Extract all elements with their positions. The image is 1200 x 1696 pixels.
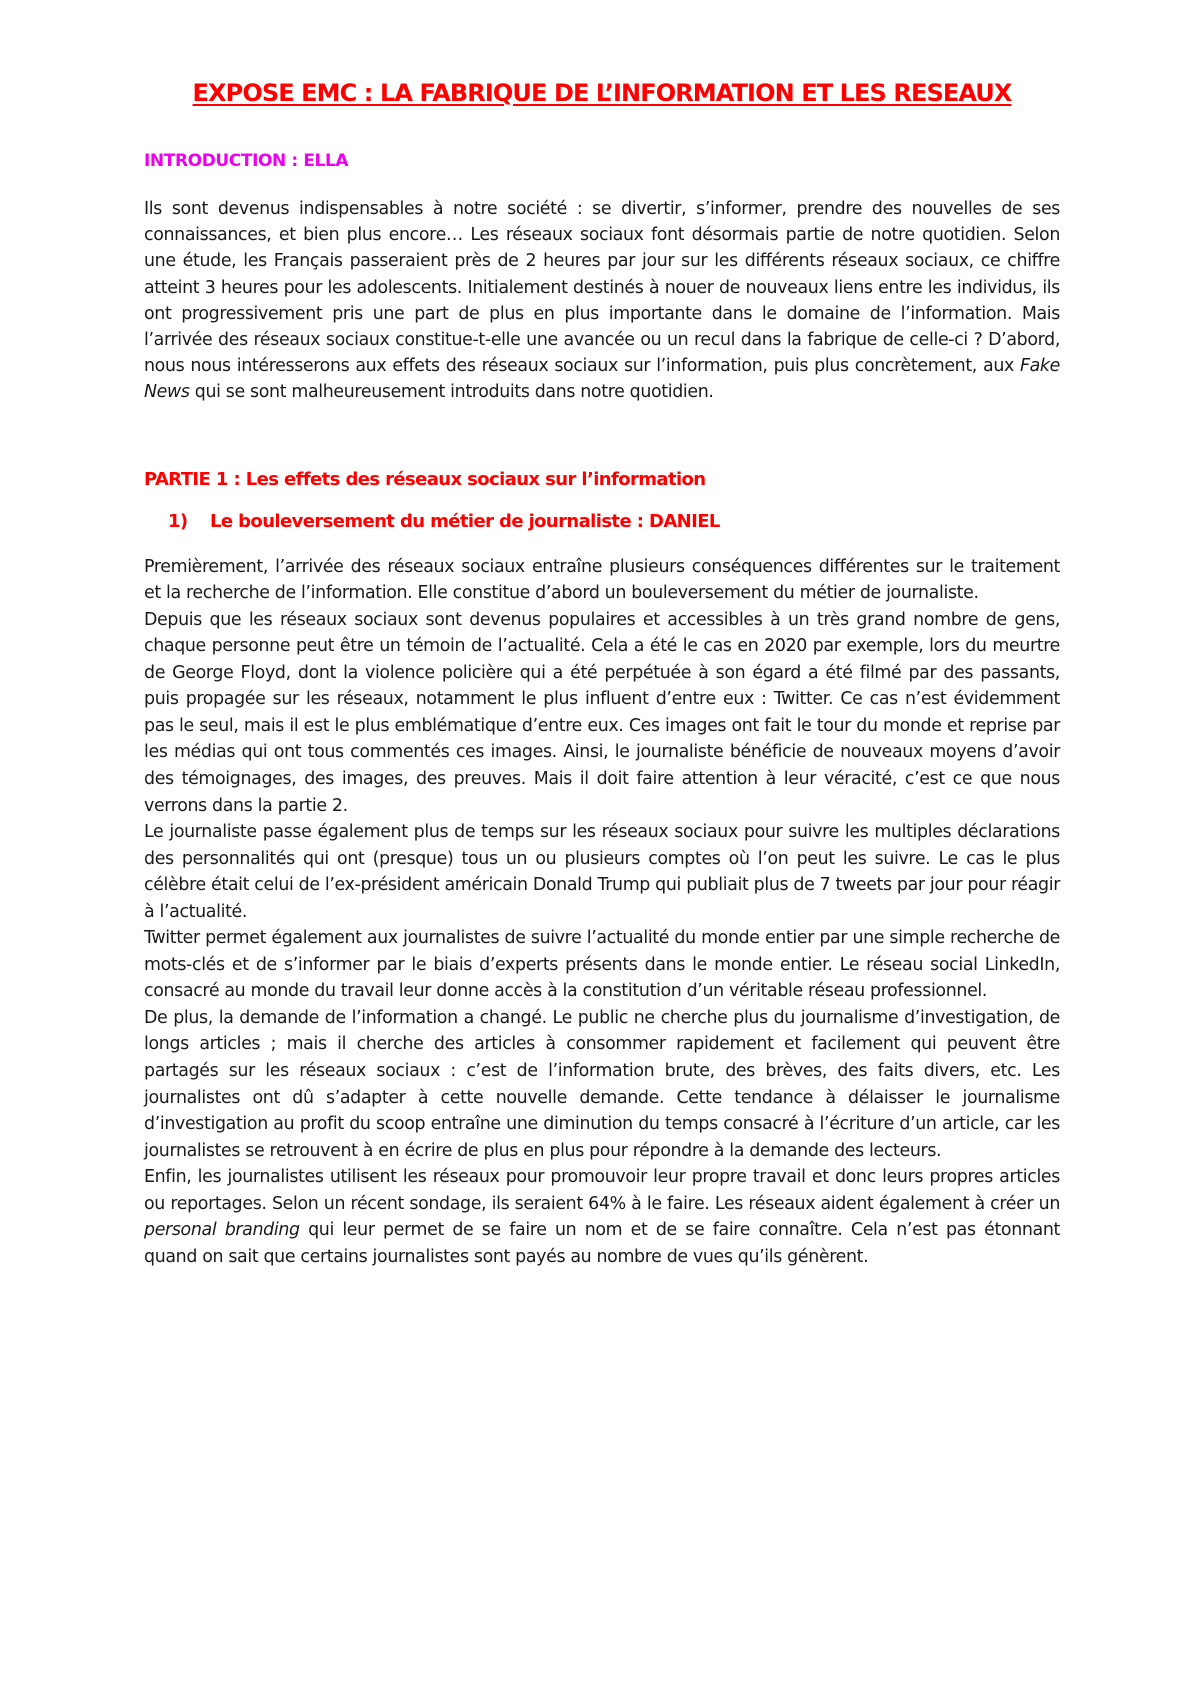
introduction-section [144,150,1060,406]
introduction-paragraph [144,196,1060,406]
last-paragraph-end: qui leur permet de se faire un nom et de se faire connaître. Cela n’est pas étonnant quand on sait que certains journalistes sont payés au nombre de vues qu’ils génèrent. [144,1220,1060,1267]
paragraph-last [144,1164,1060,1270]
paragraph: Depuis que les réseaux sociaux sont devenus populaires et accessibles à un très grand nombre de gens, chaque personne peut être un témoin de l’actualité. Cela a été le cas en 2020 par exemple, lors du meurtre de George Floyd, dont la violence policière qui a été perpétuée à son égard a été filmé par des passants, puis propagée sur les réseaux, notamment le plus influent d’entre eux : Twitter. Ce cas n’est évidemment pas le seul, mais il est le plus emblématique d’entre eux. Ces images ont fait le tour du monde et reprise par les médias qui ont tous commentés ces images. Ainsi, le journaliste bénéficie de nouveaux moyens d’avoir des témoignages, des images, des preuves. Mais il doit faire attention à leur véracité, c’est ce que nous verrons dans la partie 2. [144,609,1060,816]
introduction-text-start: Ils sont devenus indispensables à notre société : se divertir, s’informer, prendre des nouvelles de ses connaissances, et bien plus encore… Les réseaux sociaux font désormais partie de notre quotidien. Selon une étude, les Français passeraient près de 2 heures par jour sur les différents réseaux sociaux, ce chiffre atteint 3 heures pour les adolescents. Initialement destinés à nouer de nouveaux liens entre les individus, ils ont progressivement pris une part de plus en plus importante dans le domaine de l’information. Mais l’arrivée des réseaux sociaux constitue-t-elle une avancée ou un recul dans la fabrique de celle-ci ? D’abord, nous nous intéresserons aux effets des réseaux sociaux sur l’information, puis plus concrètement, aux [144,199,1060,377]
document-title: EXPOSE EMC : LA FABRIQUE DE L’INFORMATION ET LES RESEAUX [192,79,1012,107]
subsection-title: Le bouleversement du métier de journaliste : DANIEL [210,510,720,532]
subsection-1-heading [144,510,1060,534]
subsection-number: 1) [168,510,188,532]
introduction-heading: INTRODUCTION : ELLA [144,151,349,171]
part-1-heading: PARTIE 1 : Les effets des réseaux sociaux sur l’information [144,468,706,490]
introduction-italic-term: Fake News [144,356,1060,403]
part-1-section [144,468,1060,1271]
last-paragraph-start: Enfin, les journalistes utilisent les réseaux pour promouvoir leur propre travail et donc leurs propres articles ou reportages. Selon un récent sondage, ils seraient 64% à le faire. Les réseaux aident également à créer un [144,1167,1060,1214]
paragraph: De plus, la demande de l’information a changé. Le public ne cherche plus du journalisme d’investigation, de longs articles ; mais il cherche des articles à consommer rapidement et facilement qui peuvent être partagés sur les réseaux sociaux : c’est de l’information brute, des brèves, des faits divers, etc. Les journalistes ont dû s’adapter à cette nouvelle demande. Cette tendance à délaisser le journalisme d’investigation au profit du scoop entraîne une diminution du temps consacré à l’écriture d’un article, car les journalistes se retrouvent à en écrire de plus en plus pour répondre à la demande des lecteurs. [144,1007,1060,1161]
paragraph: Le journaliste passe également plus de temps sur les réseaux sociaux pour suivre les multiples déclarations des personnalités qui ont (presque) tous un ou plusieurs comptes où l’on peut les suivre. Le cas le plus célèbre était celui de l’ex-président américain Donald Trump qui publiait plus de 7 tweets par jour pour réagir à l’actualité. [144,822,1060,922]
last-paragraph-italic-term: personal branding [144,1220,300,1241]
introduction-text-end: qui se sont malheureusement introduits dans notre quotidien. [189,382,714,403]
paragraph: Twitter permet également aux journalistes de suivre l’actualité du monde entier par une simple recherche de mots-clés et de s’informer par le biais d’experts présents dans le monde entier. Le réseau social LinkedIn, consacré au monde du travail leur donne accès à la constitution d’un véritable réseau professionnel. [144,928,1060,1002]
paragraph: Premièrement, l’arrivée des réseaux sociaux entraîne plusieurs conséquences différentes sur le traitement et la recherche de l’information. Elle constitue d’abord un bouleversement du métier de journaliste. [144,556,1060,604]
